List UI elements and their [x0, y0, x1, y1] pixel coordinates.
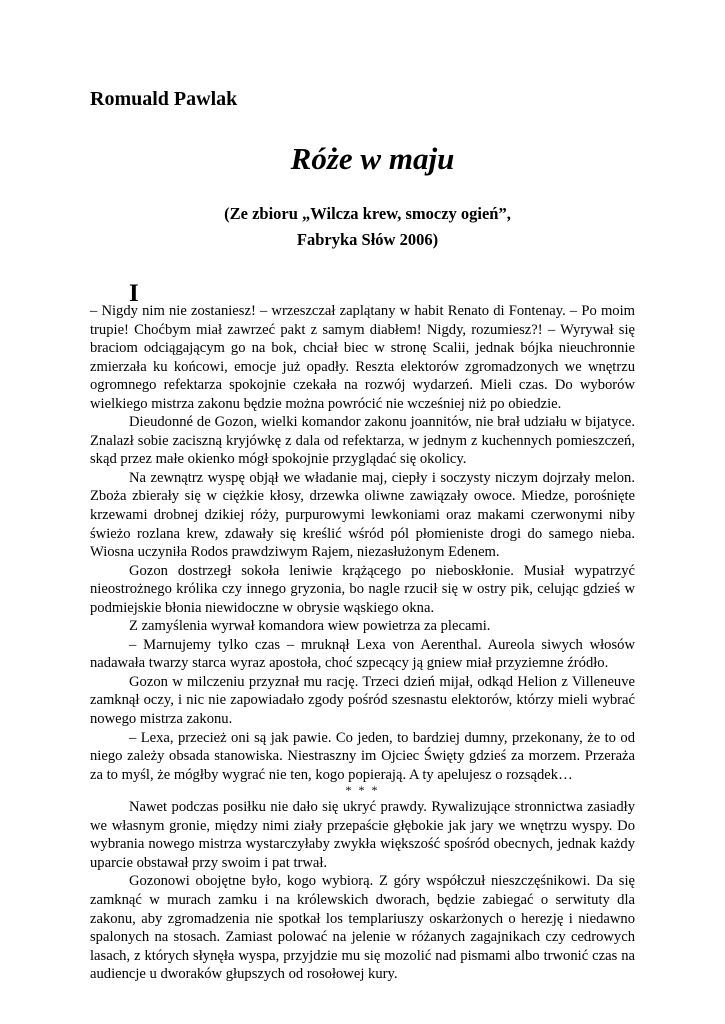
- paragraph: Gozon dostrzegł sokoła leniwie krążącego po nieboskłonie. Musiał wypatrzyć nieostrożnego królika czy innego gryzonia, bo nagle rzucił się w ostry pik, celując gdzieś w podmiejskie błonia niewidoczne w obrysie wąskiego okna.: [90, 562, 635, 616]
- paragraph: – Marnujemy tylko czas – mruknął Lexa von Aerenthal. Aureola siwych włosów nadawała twarzy starca wyraz apostoła, choć szpecący ją gniew miał przyziemne źródło.: [90, 636, 635, 672]
- paragraph: Gozon w milczeniu przyznał mu rację. Trzeci dzień mijał, odkąd Helion z Villeneuve zamknął oczy, i nic nie zapowiadało zgody pośród szesnastu elektorów, którzy mieli wybrać nowego mistrza zakonu.: [90, 673, 635, 728]
- paragraph: – Lexa, przecież oni są jak pawie. Co jeden, to bardziej dumny, przekonany, że to od niego zależy obsada stanowiska. Niestraszny im Ojciec Święty gdzieś za morzem. Przeraża za to myśl, że mógłby wygrać nie ten, kogo popierają. A ty apelujesz o rozsądek…: [90, 729, 635, 783]
- paragraph: Na zewnątrz wyspę objął we władanie maj, ciepły i soczysty niczym dojrzały melon. Zboża zbierały się w ciężkie kłosy, drzewka oliwne zawiązały owoce. Miedze, porośnięte krzewami drobnej dzikiej róży, purpurowymi lewkoniami oraz makami czerwonymi niby świeżo rozlana krew, zdawały się kreślić wśród pól płomieniste drogi do samego nieba. Wiosna uczyniła Rodos prawdziwym Rajem, niezasłużonym Edenem.: [90, 469, 635, 561]
- paragraph: Gozonowi obojętne było, kogo wybiorą. Z góry współczuł nieszczęśnikowi. Da się zamknąć w murach zamku i na królewskich dworach, będzie zabiegać o serwituty dla zakonu, aby zgromadzenia nie spotkał los templariuszy oskarżonych o herezję i niedawno spalonych na stosach. Zamiast polować na jelenie w różanych zagajnikach czy cedrowych lasach, z których słynęła wyspa, przyjdzie mu się mozolić nad pismami albo trwonić czas na audiencje u dworaków głupszych od rosołowej kury.: [90, 873, 635, 983]
- paragraph: Z zamyślenia wyrwał komandora wiew powietrza za plecami.: [129, 618, 491, 635]
- paragraph: Nawet podczas posiłku nie dało się ukryć prawdy. Rywalizujące stronnictwa zasiadły we własnym gronie, między nimi ziały przepaście głębokie jak jary we wnętrzu wyspy. Do wybrania nowego mistrza wystarczyłaby zwykła większość spośród obecnych, jednak każdy uparcie obstawał przy swoim i pat trwał.: [90, 799, 635, 871]
- author-name: Romuald Pawlak: [90, 88, 238, 110]
- paragraph: Dieudonné de Gozon, wielki komandor zakonu joannitów, nie brał udziału w bijatyce. Znalazł sobie zaciszną kryjówkę z dala od refektarza, w jednym z kuchennych pomieszczeń, skąd przez małe okienko mógł spokojnie przyglądać się okolicy.: [90, 414, 635, 468]
- body-text: [90, 302, 635, 984]
- document-title: Róże w maju: [290, 141, 455, 176]
- paragraph: – Nigdy nim nie zostaniesz! – wrzeszczał zaplątany w habit Renato di Fontenay. – Po moim trupie! Choćbym miał zawrzeć pakt z samym diabłem! Nigdy, rozumiesz?! – Wyrywał się braciom odciągającym go na bok, chciał biec w stronę Scalii, jednak bójka nieuchronnie zmierzała ku końcowi, emocje już opadły. Reszta elektorów zgromadzonych we wnętrzu ogromnego refektarza spokojnie czekała na rozwój wydarzeń. Mieli czas. Do wyborów wielkiego mistrza zakonu będzie można powrócić nie wcześniej niż po obiedzie.: [90, 303, 635, 412]
- subtitle: [0, 201, 725, 253]
- chapter-heading: I: [129, 280, 139, 307]
- subtitle-line-publisher: Fabryka Słów 2006): [296, 230, 439, 249]
- subtitle-line-collection: (Ze zbioru „Wilcza krew, smoczy ogień”,: [224, 204, 511, 223]
- section-separator: * * *: [345, 783, 380, 798]
